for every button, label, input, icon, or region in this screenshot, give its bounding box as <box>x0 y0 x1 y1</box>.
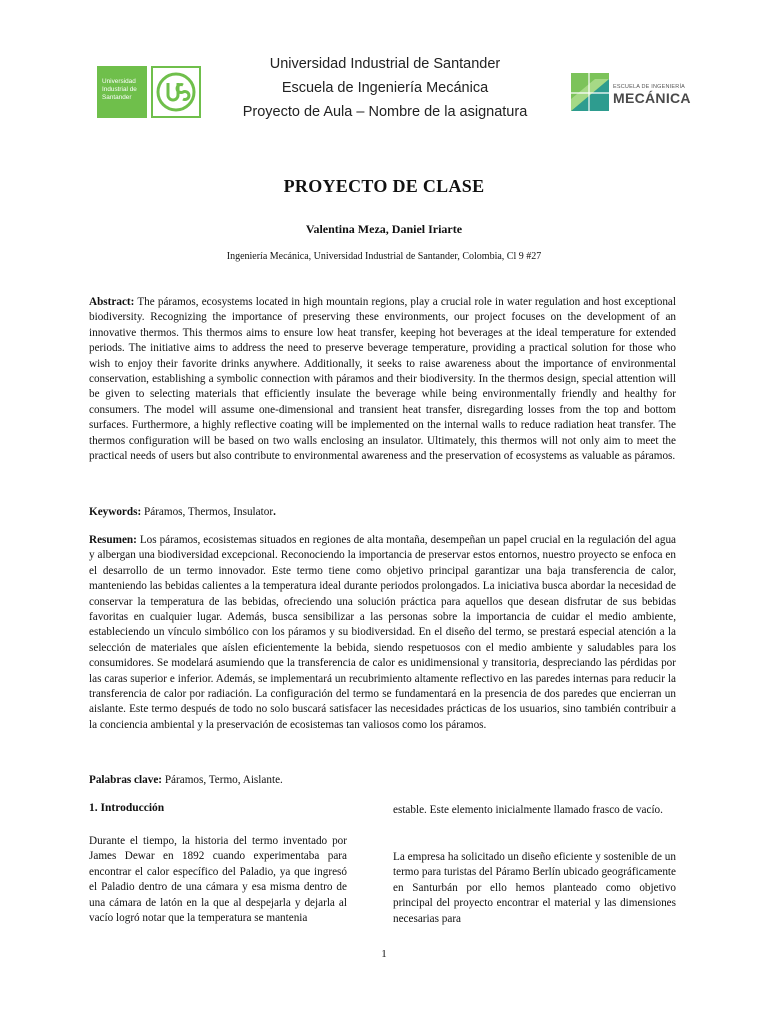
intro-left-column: Durante el tiempo, la historia del termo inventado por James Dewar en 1892 cuando experimentaba para encontrar el calor específico del Paladio, ya que ingresó el Paladio dentro de una cámara y esa misma dentro de una cámara de latón en la que al despejarla y dejarla al vacío logró notar que la temperatura se mantenia <box>89 835 347 925</box>
mecanica-logo-subtitle: ESCUELA DE INGENIERÍA <box>613 84 686 90</box>
course-line: Proyecto de Aula – Nombre de la asignatura <box>242 104 528 120</box>
university-name: Universidad Industrial de Santander <box>269 56 501 72</box>
abstract-paragraph <box>89 295 676 464</box>
keywords-text: Páramos, Thermos, Insulator <box>144 506 274 518</box>
abstract-text: The páramos, ecosystems located in high mountain regions, play a crucial role in water regulation and host exceptional biodiversity. Recognizing the importance of preserving these environments, our project focuses on the development of an innovative thermos. This thermos aims to ensure low heat transfer, keeping hot beverages at the ideal temperature for extended periods. The initiative aims to address the need to preserve beverage temperature, providing a practical solution for those who wish to enjoy their favorite drinks anywhere. Additionally, it seeks to raise awareness about the importance of environmental conservation, establishing a symbolic connection with páramos and their biodiversity. In the thermos design, special attention will be given to selecting materials that efficiently insulate the beverage while being environmentally friendly and healthy for consumers. The model will assume one-dimensional and transient heat transfer, disregarding losses from the top and bottom surfaces. Furthermore, a highly reflective coating will be implemented on the internal walls to reduce radiation heat transfer. The thermos configuration will be based on two walls enclosing an insulator. Ultimately, this thermos will not only aim to meet the practical needs of users but also contribute to environmental awareness and the preservation of ecosystems as valuable as páramos. <box>89 296 676 463</box>
mecanica-logo-icon <box>571 73 611 111</box>
resumen-paragraph <box>89 533 676 733</box>
paper-affiliation: Ingeniería Mecánica, Universidad Industrial de Santander, Colombia, Cl 9 #27 <box>226 251 542 262</box>
palabras-clave-label: Palabras clave: <box>89 774 163 786</box>
palabras-clave-paragraph <box>89 773 676 788</box>
institution-header <box>200 52 570 124</box>
page-header <box>0 0 768 130</box>
intro-right-column-p2: La empresa ha solicitado un diseño eficiente y sostenible de un termo para turistas del Páramo Berlín ubicado geográficamente en Santurbán por ello hemos planteado como objetivo principal del proyecto encontrar el material y las dimensiones necesarias para <box>393 851 676 925</box>
keywords-label: Keywords: <box>89 506 142 518</box>
keywords-end: . <box>273 506 276 518</box>
mecanica-logo-title: MECÁNICA <box>613 90 691 106</box>
resumen-text: Los páramos, ecosistemas situados en regiones de alta montaña, desempeñan un papel crucial en la regulación del agua y albergan una biodiversidad excepcional. Reconociendo la importancia de preservar estos entornos, nuestro proyecto se enfoca en el desarrollo de un termo innovador. Este termo tiene como objetivo principal garantizar una baja transferencia de calor, manteniendo las bebidas calientes a la temperatura ideal durante periodos prolongados. La iniciativa busca abordar la necesidad de conservar la temperatura de las bebidas, ofreciendo una solución práctica para aquellos que desean disfrutar de sus bebidas favoritas en cualquier lugar. Además, busca sensibilizar a las personas sobre la importancia de cuidar el medio ambiente, estableciendo un vínculo simbólico con los páramos y su biodiversidad. En el diseño del termo, se prestará especial atención a la selección de materiales que aíslen eficientemente la bebida, siendo respetuosos con el medio ambiente y saludables para los consumidores. Se modelará asumiendo que la transferencia de calor es unidimensional y transitoria, despreciando las pérdidas por las caras superior e inferior. Además, se implementará un recubrimiento altamente reflectivo en las paredes internas para reducir la transferencia de calor por radiación. La configuración del termo se fundamentará en la presencia de dos paredes que encierran un aislante. Este termo después de todo no solo buscará satisfacer las necesidades prácticas de los usuarios, sino también contribuir a la conciencia ambiental y la preservación de ecosistemas tan valiosos como los páramos. <box>89 534 677 731</box>
paper-authors: Valentina Meza, Daniel Iriarte <box>305 222 463 236</box>
mecanica-logo <box>571 73 691 111</box>
section-heading-introduccion: 1. Introducción <box>89 802 165 814</box>
page-number: 1 <box>381 948 387 960</box>
school-name: Escuela de Ingeniería Mecánica <box>281 80 489 96</box>
keywords-paragraph <box>89 505 676 520</box>
paper-title: PROYECTO DE CLASE <box>283 176 485 196</box>
palabras-clave-text: Páramos, Termo, Aislante. <box>164 774 283 786</box>
uis-logo-mark <box>151 66 201 118</box>
uis-monogram-icon <box>156 72 196 112</box>
uis-logo-text: Universidad Industrial de Santander <box>97 66 147 118</box>
intro-right-column-p1: estable. Este elemento inicialmente llamado frasco de vacío. <box>393 804 663 816</box>
uis-logo <box>97 66 201 118</box>
abstract-label: Abstract: <box>89 296 135 308</box>
resumen-label: Resumen: <box>89 534 137 546</box>
